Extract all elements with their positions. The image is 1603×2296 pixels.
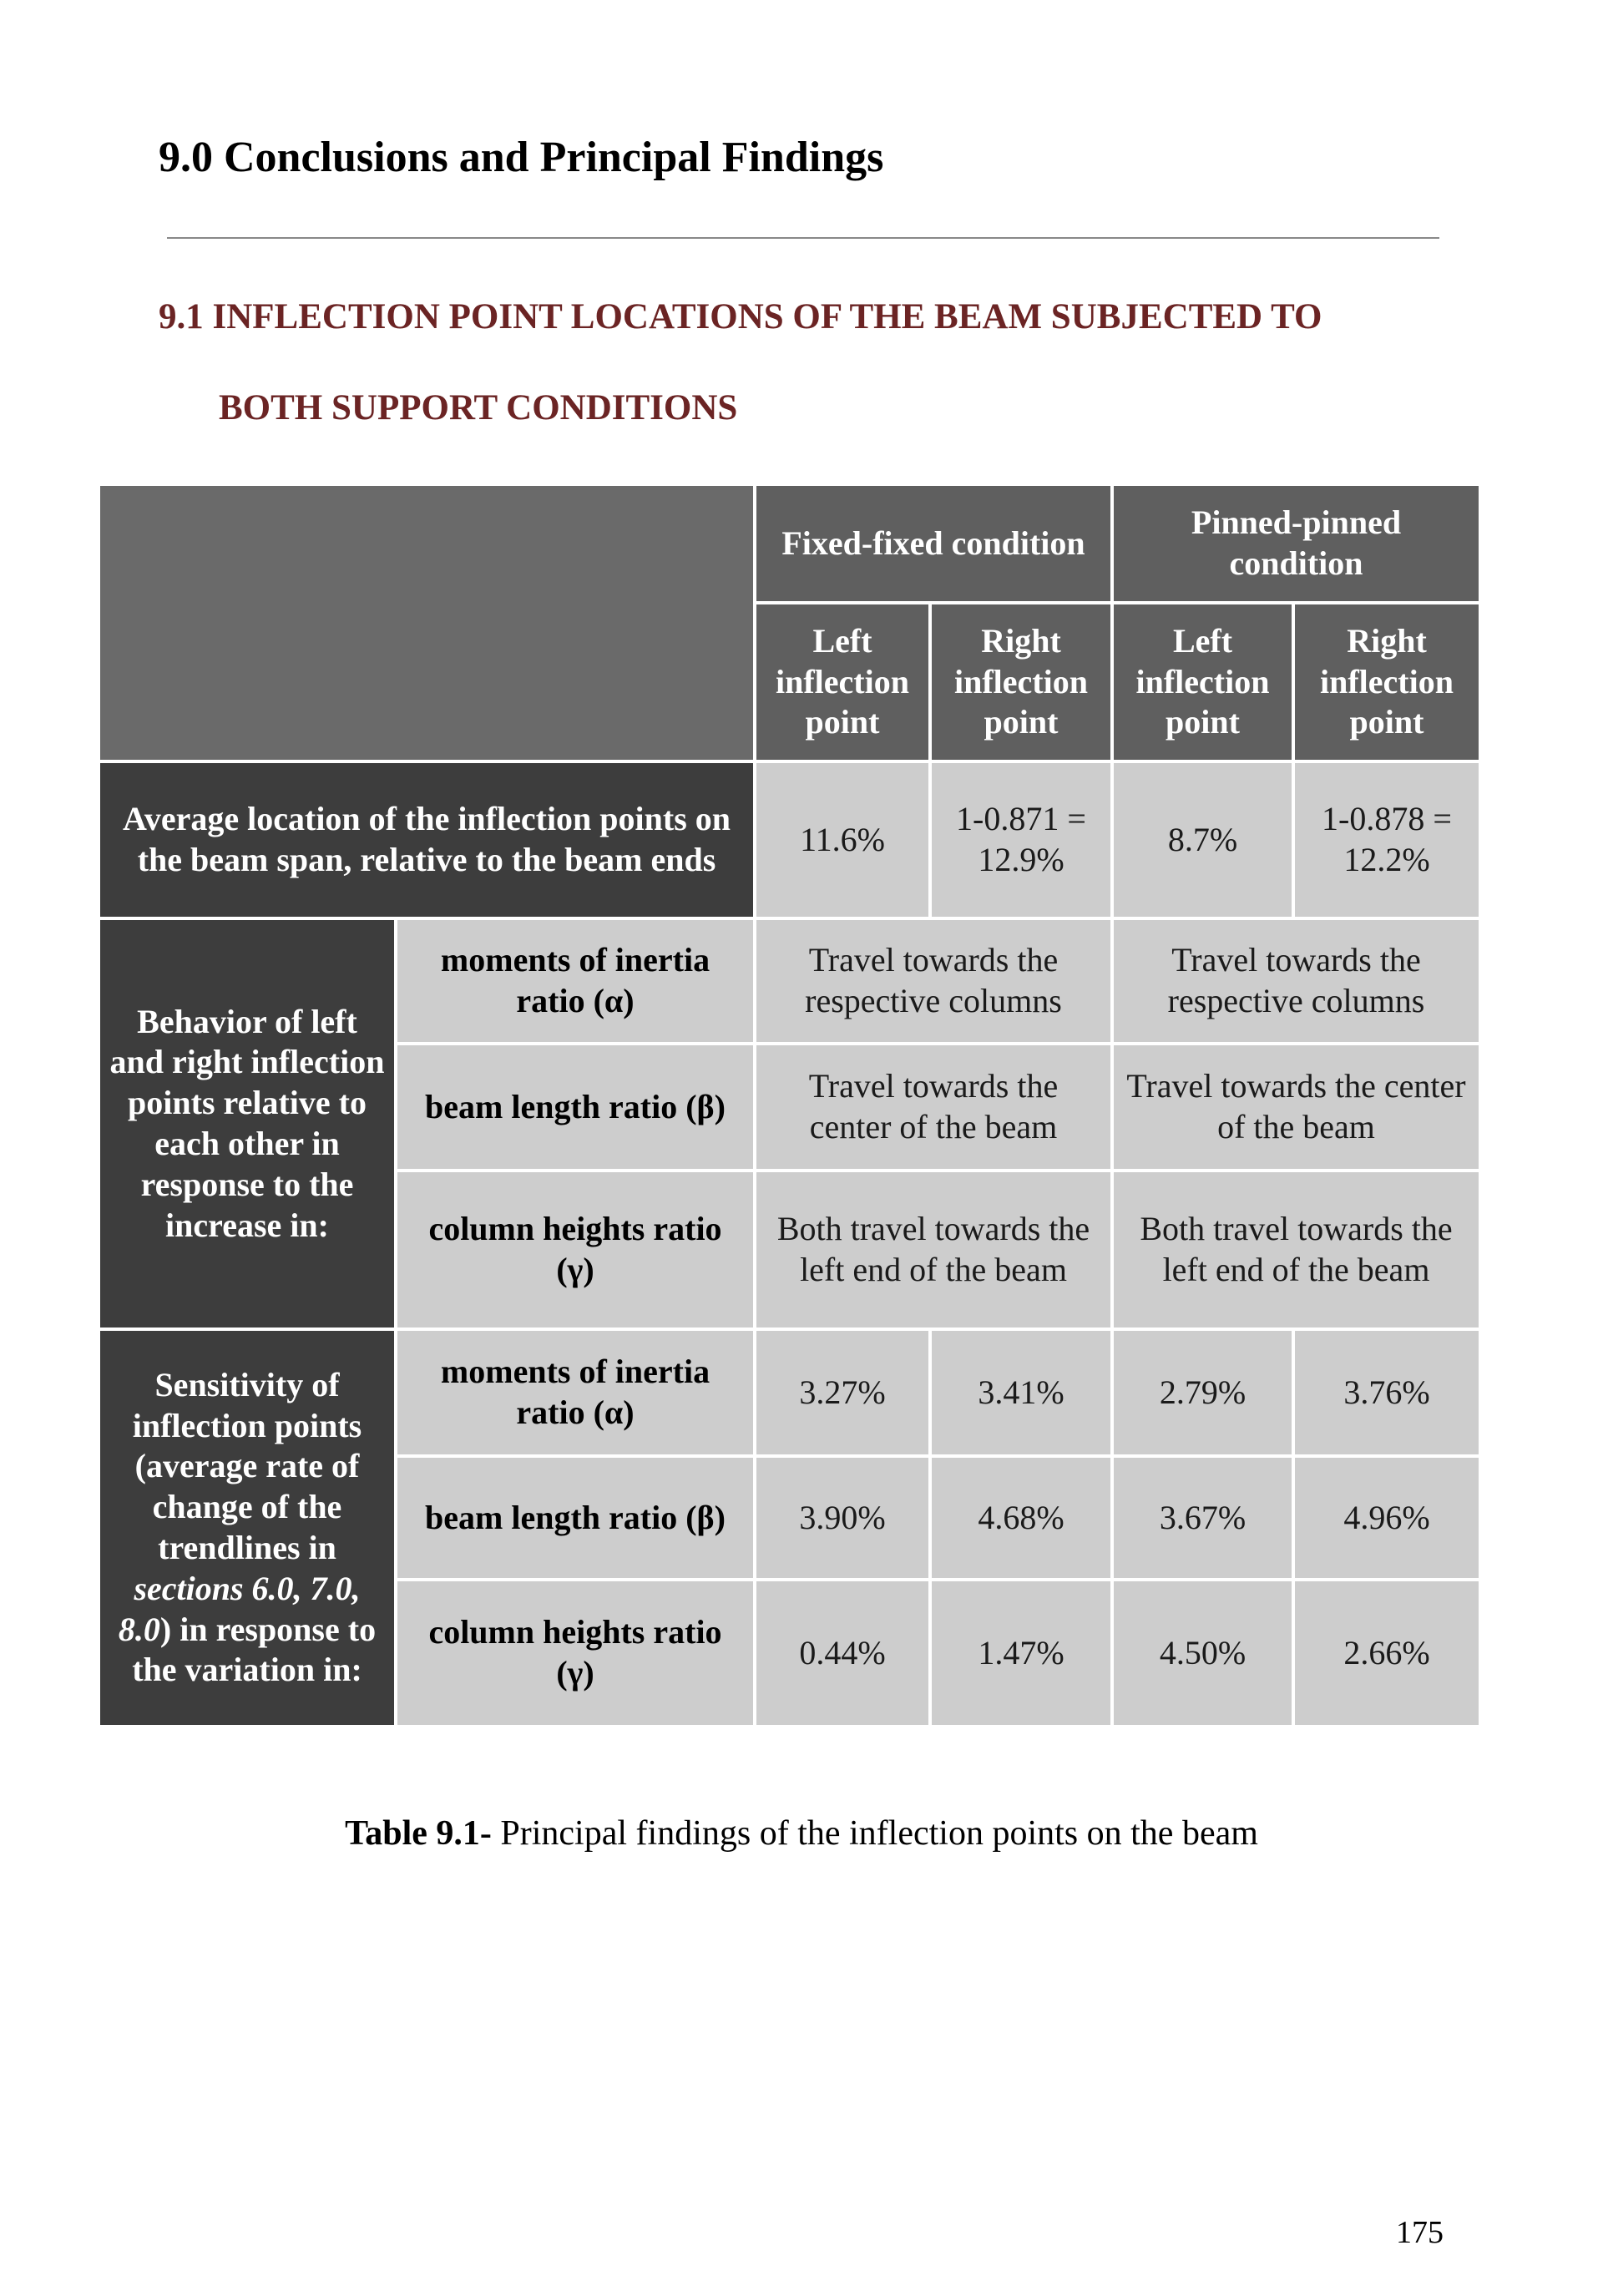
sens-beta-pinned-left: 3.67% bbox=[1112, 1456, 1293, 1580]
table-row-average-location bbox=[99, 761, 1480, 918]
sens-gamma-pinned-right: 2.66% bbox=[1293, 1580, 1480, 1727]
behavior-beta-pinned: Travel towards the center of the beam bbox=[1112, 1044, 1480, 1171]
avg-pinned-left-value: 8.7% bbox=[1112, 761, 1293, 918]
sens-gamma-fixed-right: 1.47% bbox=[930, 1580, 1112, 1727]
section-title-line-2: BOTH SUPPORT CONDITIONS bbox=[219, 388, 738, 427]
table-header-row-1 bbox=[99, 484, 1480, 603]
subheader-pinned-right: Right inflection point bbox=[1293, 603, 1480, 761]
avg-fixed-left-value: 11.6% bbox=[755, 761, 930, 918]
sens-alpha-fixed-right: 3.41% bbox=[930, 1329, 1112, 1456]
corner-cell bbox=[99, 484, 755, 761]
behavior-alpha-fixed: Travel towards the respective columns bbox=[755, 918, 1112, 1044]
avg-fixed-right-value: 1-0.871 = 12.9% bbox=[930, 761, 1112, 918]
behavior-gamma-fixed: Both travel towards the left end of the beam bbox=[755, 1171, 1112, 1329]
sensitivity-label: Sensitivity of inflection points (average rate of change of the trendlines in sections 6.0, 7.0, 8.0) in response to the variation in: bbox=[99, 1329, 396, 1727]
table-caption: Table 9.1- Principal findings of the inflection points on the beam bbox=[345, 1814, 1258, 1853]
findings-table bbox=[97, 483, 1482, 1728]
behavior-alpha-pinned: Travel towards the respective columns bbox=[1112, 918, 1480, 1044]
behavior-param-alpha: moments of inertia ratio (α) bbox=[396, 918, 755, 1044]
table-row-behavior-alpha bbox=[99, 918, 1480, 1044]
sensitivity-param-alpha: moments of inertia ratio (α) bbox=[396, 1329, 755, 1456]
behavior-beta-fixed: Travel towards the center of the beam bbox=[755, 1044, 1112, 1171]
header-fixed-fixed: Fixed-fixed condition bbox=[755, 484, 1112, 603]
sens-beta-pinned-right: 4.96% bbox=[1293, 1456, 1480, 1580]
sens-gamma-fixed-left: 0.44% bbox=[755, 1580, 930, 1727]
section-title-line-1: 9.1 INFLECTION POINT LOCATIONS OF THE BEAM SUBJECTED TO bbox=[159, 297, 1322, 336]
chapter-title: 9.0 Conclusions and Principal Findings bbox=[159, 134, 884, 181]
sensitivity-param-beta: beam length ratio (β) bbox=[396, 1456, 755, 1580]
sens-alpha-pinned-right: 3.76% bbox=[1293, 1329, 1480, 1456]
subheader-fixed-right: Right inflection point bbox=[930, 603, 1112, 761]
header-pinned-pinned: Pinned-pinned condition bbox=[1112, 484, 1480, 603]
behavior-param-gamma: column heights ratio (γ) bbox=[396, 1171, 755, 1329]
subheader-pinned-left: Left inflection point bbox=[1112, 603, 1293, 761]
sens-alpha-fixed-left: 3.27% bbox=[755, 1329, 930, 1456]
sensitivity-param-gamma: column heights ratio (γ) bbox=[396, 1580, 755, 1727]
behavior-gamma-pinned: Both travel towards the left end of the beam bbox=[1112, 1171, 1480, 1329]
table-row-sensitivity-alpha bbox=[99, 1329, 1480, 1456]
avg-pinned-right-value: 1-0.878 = 12.2% bbox=[1293, 761, 1480, 918]
sens-beta-fixed-left: 3.90% bbox=[755, 1456, 930, 1580]
average-location-label: Average location of the inflection points on the beam span, relative to the beam ends bbox=[99, 761, 755, 918]
behavior-param-beta: beam length ratio (β) bbox=[396, 1044, 755, 1171]
sens-alpha-pinned-left: 2.79% bbox=[1112, 1329, 1293, 1456]
sens-beta-fixed-right: 4.68% bbox=[930, 1456, 1112, 1580]
subheader-fixed-left: Left inflection point bbox=[755, 603, 930, 761]
sens-gamma-pinned-left: 4.50% bbox=[1112, 1580, 1293, 1727]
horizontal-rule bbox=[167, 237, 1439, 239]
behavior-label: Behavior of left and right inflection points relative to each other in response to the increase in: bbox=[99, 918, 396, 1329]
page-number: 175 bbox=[1396, 2215, 1444, 2250]
